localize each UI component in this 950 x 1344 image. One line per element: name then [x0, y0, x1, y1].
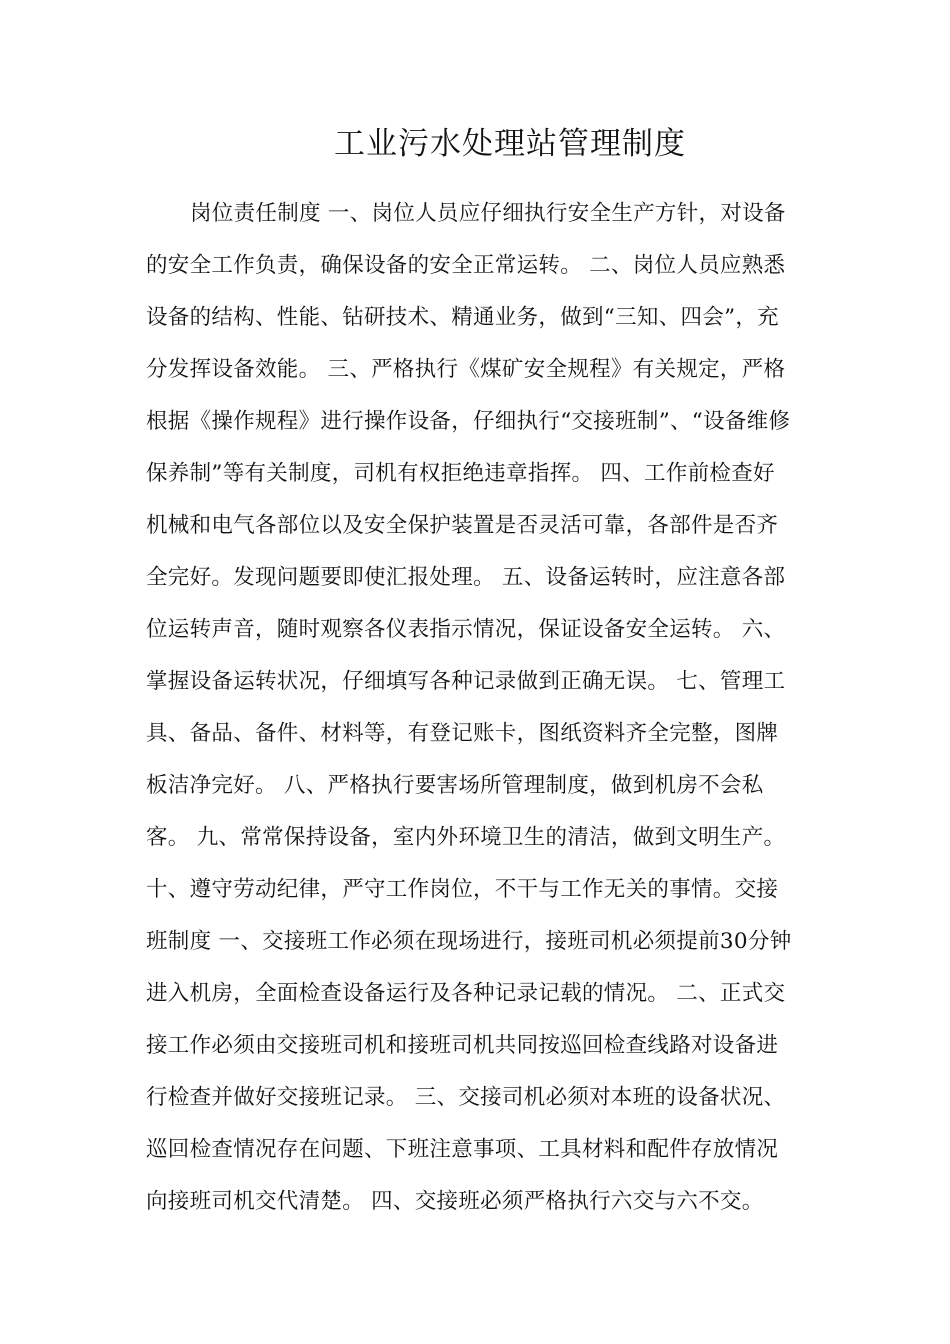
body-line: 十、遵守劳动纪律，严守工作岗位，不干与工作无关的事情。交接: [146, 877, 779, 902]
body-line: 接工作必须由交接班司机和接班司机共同按巡回检查线路对设备进: [146, 1033, 779, 1058]
body-line: 位运转声音，随时观察各仪表指示情况，保证设备安全运转。 六、: [146, 617, 786, 642]
body-line: 向接班司机交代清楚。 四、交接班必须严格执行六交与六不交。: [146, 1189, 764, 1214]
body-line: 板洁净完好。 八、严格执行要害场所管理制度，做到机房不会私: [146, 773, 764, 798]
body-line: 巡回检查情况存在问题、下班注意事项、工具材料和配件存放情况: [146, 1137, 779, 1162]
body-line: 岗位责任制度 一、岗位人员应仔细执行安全生产方针，对设备: [190, 201, 786, 226]
document-body: [146, 196, 826, 1236]
body-line: 班制度 一、交接班工作必须在现场进行，接班司机必须提前30分钟: [146, 929, 792, 954]
body-line: 根据《操作规程》进行操作设备，仔细执行“交接班制”、“设备维修: [146, 409, 791, 434]
body-line: 机械和电气各部位以及安全保护装置是否灵活可靠，各部件是否齐: [146, 513, 779, 538]
body-line: 分发挥设备效能。 三、严格执行《煤矿安全规程》有关规定，严格: [146, 357, 786, 382]
body-line: 的安全工作负责，确保设备的安全正常运转。 二、岗位人员应熟悉: [146, 253, 786, 278]
document-title: 工业污水处理站管理制度: [334, 126, 686, 162]
body-line: 掌握设备运转状况，仔细填写各种记录做到正确无误。 七、管理工: [146, 669, 786, 694]
body-line: 客。 九、常常保持设备，室内外环境卫生的清洁，做到文明生产。: [146, 825, 786, 850]
body-line: 设备的结构、性能、钻研技术、精通业务，做到“三知、四会”，充: [146, 305, 779, 330]
body-line: 具、备品、备件、材料等，有登记账卡，图纸资料齐全完整，图牌: [146, 721, 779, 746]
body-line: 保养制”等有关制度，司机有权拒绝违章指挥。 四、工作前检查好: [146, 461, 775, 486]
body-line: 行检查并做好交接班记录。 三、交接司机必须对本班的设备状况、: [146, 1085, 786, 1110]
body-line: 全完好。发现问题要即使汇报处理。 五、设备运转时，应注意各部: [146, 565, 786, 590]
body-line: 进入机房，全面检查设备运行及各种记录记载的情况。 二、正式交: [146, 981, 786, 1006]
